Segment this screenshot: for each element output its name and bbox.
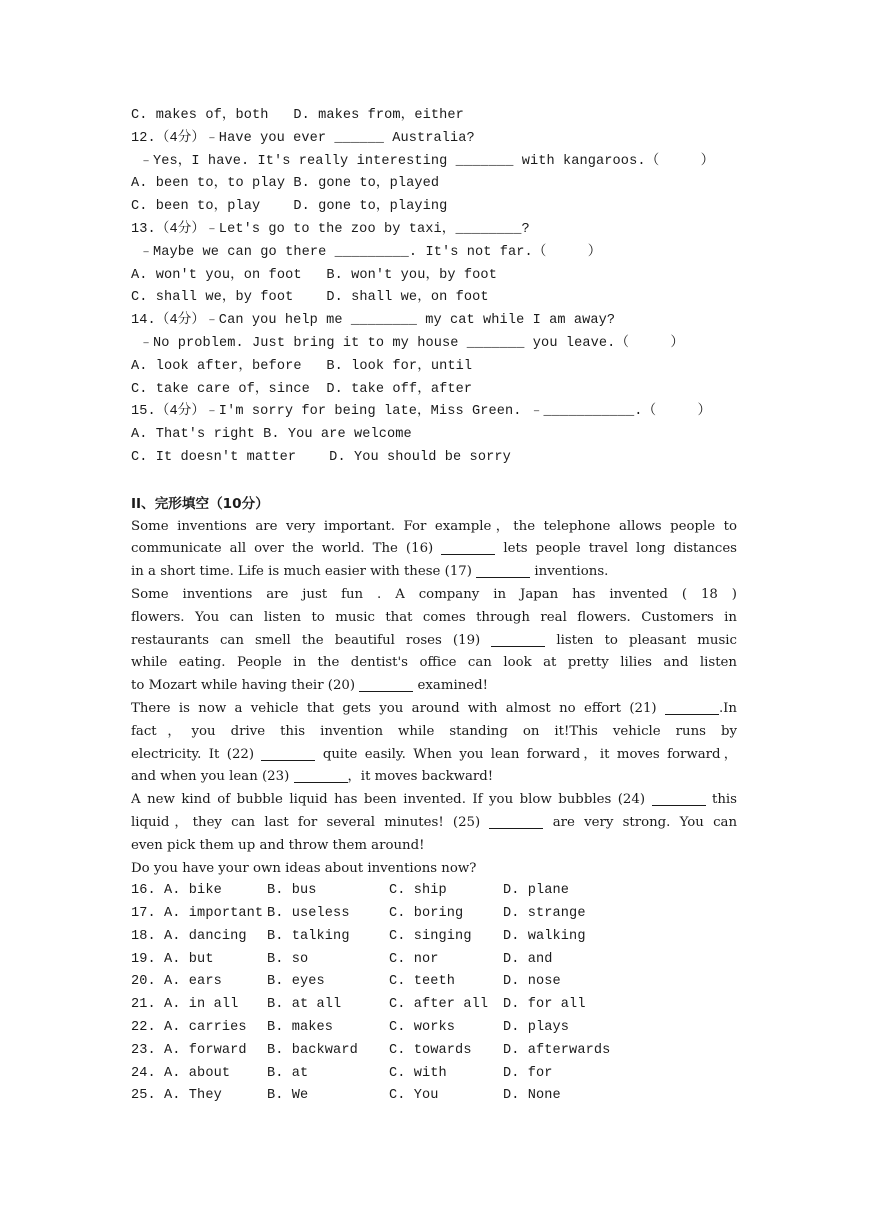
paragraph-3-line-1	[131, 698, 737, 721]
option-d: D. for all	[503, 997, 586, 1013]
passage-text: lets people travel long distances	[503, 541, 737, 557]
passage-text: ，it moves backward!	[347, 769, 494, 785]
paragraph-3-line-4	[131, 766, 737, 789]
answer-blank-16	[441, 540, 495, 555]
answer-blank-20	[359, 677, 413, 692]
passage-text: flowers. You can listen to music that comes through real flowers. Customers in	[131, 609, 737, 625]
passage-text: Some inventions are very important. For example，the telephone allows people to	[131, 518, 737, 534]
option-b: B. so	[267, 951, 309, 967]
question-13-prompt: 13.（4分）﹣Let's go to the zoo by taxi，________?	[131, 221, 530, 237]
option-a: 24. A. about	[131, 1065, 231, 1081]
paragraph-1-line-2	[131, 538, 737, 561]
passage-text: .In	[718, 700, 737, 716]
question-12-options-ab: A. been to，to play B. gone to，played	[131, 176, 440, 192]
passage-text: examined!	[417, 678, 488, 694]
options-row-25	[131, 1085, 737, 1108]
answer-blank-22	[261, 746, 315, 761]
answer-blank-24	[652, 791, 706, 806]
question-14-prompt: 14.（4分）﹣Can you help me ________ my cat while I am away?	[131, 313, 616, 329]
option-d: D. walking	[503, 928, 586, 944]
options-row-16	[131, 880, 737, 903]
paragraph-2-line-1	[131, 584, 737, 607]
passage-text: quite easily. When you lean forward，it moves forward，	[322, 746, 737, 762]
passage-text: while eating. People in the dentist's office can look at pretty lilies and listen	[131, 655, 737, 671]
options-row-20	[131, 971, 737, 994]
option-d: D. strange	[503, 906, 586, 922]
option-c: C. with	[389, 1065, 447, 1081]
option-d: D. None	[503, 1088, 561, 1104]
question-12-response: ﹣Yes，I have. It's really interesting _______ with kangaroos.（ ）	[131, 153, 715, 169]
question-12-options-cd: C. been to，play D. gone to，playing	[131, 199, 448, 215]
paragraph-4-line-3	[131, 835, 737, 858]
question-13-options-ab: A. won't you，on foot B. won't you，by foot	[131, 267, 497, 283]
passage-text: fact，you drive this invention while standing on it!This vehicle runs by	[131, 723, 737, 739]
question-13-options-cd: C. shall we，by foot D. shall we，on foot	[131, 290, 489, 306]
option-c: C. towards	[389, 1042, 472, 1058]
option-a: 25. A. They	[131, 1088, 222, 1104]
option-c: C. You	[389, 1088, 439, 1104]
options-row-22	[131, 1017, 737, 1040]
option-a: 21. A. in all	[131, 997, 239, 1013]
paragraph-3-line-2	[131, 721, 737, 744]
paragraph-2-line-3	[131, 630, 737, 653]
exam-page	[131, 105, 737, 1108]
question-15-prompt: 15.（4分）﹣I'm sorry for being late，Miss Green. ﹣___________.（ ）	[131, 404, 712, 420]
passage-text: in a short time. Life is much easier with these (17)	[131, 564, 472, 580]
question-14-options-cd: C. take care of，since D. take off，after	[131, 381, 473, 397]
passage-text: electricity. It (22)	[131, 746, 255, 762]
options-row-18	[131, 926, 737, 949]
option-c: C. ship	[389, 883, 447, 899]
answer-blank-23	[294, 768, 348, 783]
passage-text: A new kind of bubble liquid has been invented. If you blow bubbles (24)	[131, 792, 646, 808]
question-14-options-ab: A. look after，before B. look for，until	[131, 358, 473, 374]
option-a: 20. A. ears	[131, 974, 222, 990]
passage-text: listen to pleasant music	[556, 632, 737, 648]
answer-blank-19	[491, 632, 545, 647]
passage-text: even pick them up and throw them around!	[131, 837, 425, 853]
paragraph-1-line-1	[131, 516, 737, 539]
question-line: C. makes of，both D. makes from，either	[131, 108, 464, 123]
passage-text: this	[712, 792, 737, 808]
option-c: C. after all	[389, 997, 489, 1013]
options-row-19	[131, 949, 737, 972]
option-b: B. useless	[267, 906, 350, 922]
passage-text: are very strong. You can	[552, 814, 737, 830]
option-c: C. singing	[389, 928, 472, 944]
answer-blank-21	[665, 700, 719, 715]
option-a: 19. A. but	[131, 951, 214, 967]
option-a: 22. A. carries	[131, 1020, 247, 1036]
option-a: 18. A. dancing	[131, 928, 247, 944]
option-a: 17. A. important	[131, 906, 264, 922]
passage-text: Some inventions are just fun . A company in Japan has invented ( 18 )	[131, 586, 737, 602]
paragraph-2-line-2	[131, 607, 737, 630]
option-d: D. for	[503, 1065, 553, 1081]
paragraph-1-line-3	[131, 561, 737, 584]
option-c: C. nor	[389, 951, 439, 967]
option-d: D. and	[503, 951, 553, 967]
question-12-prompt: 12.（4分）﹣Have you ever ______ Australia?	[131, 130, 475, 146]
options-row-24	[131, 1063, 737, 1086]
options-table	[131, 880, 737, 1108]
section-heading: II、完形填空（10分）	[131, 495, 269, 512]
option-c: C. boring	[389, 906, 464, 922]
option-b: B. backward	[267, 1042, 358, 1058]
paragraph-2-line-5	[131, 675, 737, 698]
option-c: C. works	[389, 1020, 456, 1036]
question-15-options-cd: C. It doesn't matter D. You should be sorry	[131, 449, 511, 465]
options-row-23	[131, 1040, 737, 1063]
option-a: 16. A. bike	[131, 883, 222, 899]
question-15-options-ab: A. That's right B. You are welcome	[131, 427, 412, 443]
option-d: D. nose	[503, 974, 561, 990]
multiple-choice-section	[131, 105, 737, 470]
answer-blank-25	[489, 814, 543, 829]
option-b: B. at	[267, 1065, 309, 1081]
paragraph-4-line-2	[131, 812, 737, 835]
closing-question: Do you have your own ideas about inventions now?	[131, 860, 477, 876]
question-13-response: ﹣Maybe we can go there _________. It's not far.（ ）	[131, 244, 602, 260]
option-c: C. teeth	[389, 974, 456, 990]
option-d: D. plays	[503, 1020, 570, 1036]
passage-text: liquid，they can last for several minutes! (25)	[131, 814, 481, 830]
option-d: D. afterwards	[503, 1042, 611, 1058]
option-b: B. makes	[267, 1020, 334, 1036]
options-row-17	[131, 903, 737, 926]
section-spacer	[131, 470, 737, 493]
passage-text: to Mozart while having their (20)	[131, 678, 356, 694]
passage-text: restaurants can smell the beautiful roses (19)	[131, 632, 481, 648]
option-b: B. at all	[267, 997, 342, 1013]
paragraph-3-line-3	[131, 744, 737, 767]
passage-text: communicate all over the world. The (16)	[131, 541, 434, 557]
passage-text: and when you lean (23)	[131, 769, 290, 785]
passage-text: There is now a vehicle that gets you around with almost no effort (21)	[131, 700, 657, 716]
paragraph-2-line-4	[131, 652, 737, 675]
cloze-section	[131, 493, 737, 1109]
option-b: B. eyes	[267, 974, 325, 990]
option-a: 23. A. forward	[131, 1042, 247, 1058]
options-row-21	[131, 994, 737, 1017]
paragraph-4-line-1	[131, 789, 737, 812]
answer-blank-17	[476, 563, 530, 578]
passage-text: inventions.	[534, 564, 609, 580]
option-b: B. bus	[267, 883, 317, 899]
question-14-response: ﹣No problem. Just bring it to my house _______ you leave.（ ）	[131, 335, 685, 351]
option-d: D. plane	[503, 883, 570, 899]
option-b: B. talking	[267, 928, 350, 944]
option-b: B. We	[267, 1088, 309, 1104]
